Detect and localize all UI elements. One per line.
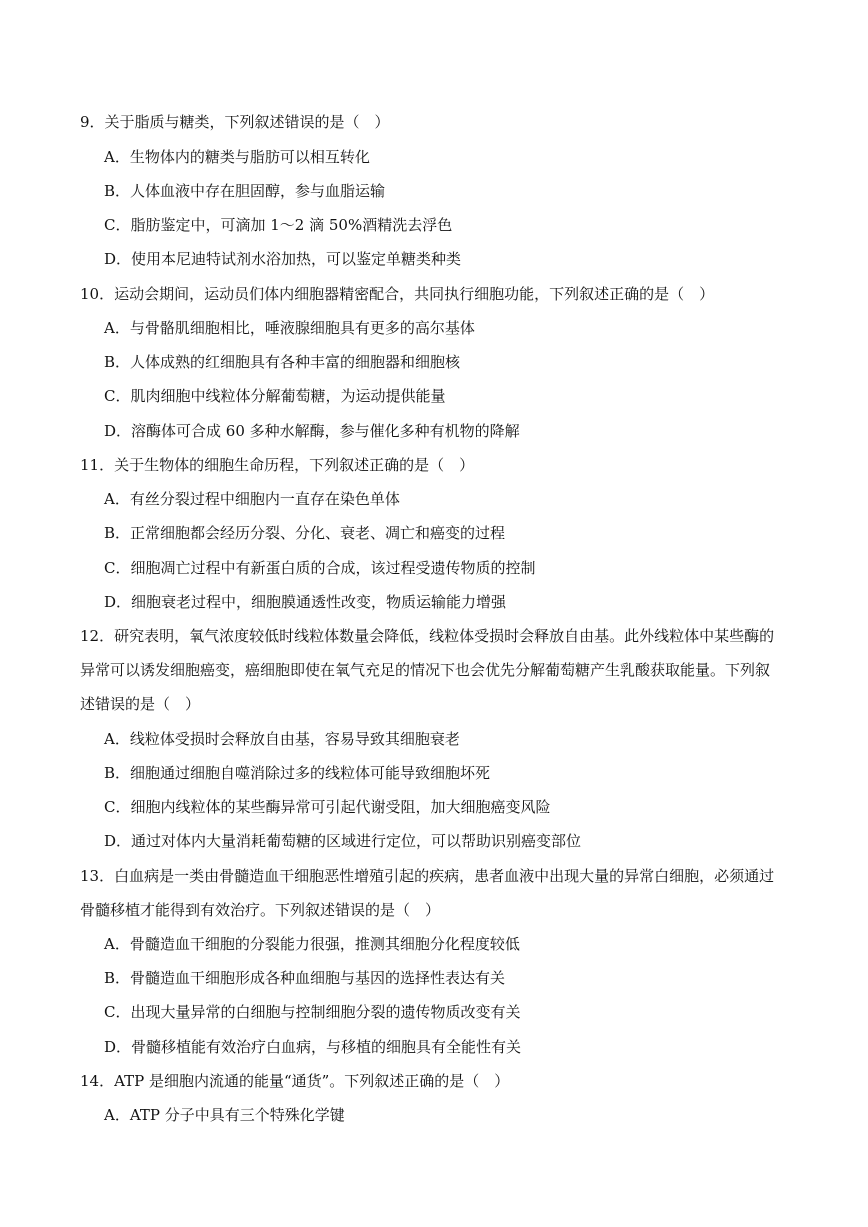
- question-12-option-b: B．细胞通过细胞自噬消除过多的线粒体可能导致细胞坏死: [104, 764, 491, 782]
- question-10-option-b: B．人体成熟的红细胞具有各种丰富的细胞器和细胞核: [104, 353, 461, 371]
- question-13-option-a: A．骨髓造血干细胞的分裂能力很强，推测其细胞分化程度较低: [104, 935, 520, 953]
- question-12-stem-line-2: 异常可以诱发细胞癌变，癌细胞即使在氧气充足的情况下也会优先分解葡萄糖产生乳酸获取能量。下列叙: [80, 661, 771, 679]
- question-9-stem: 9．关于脂质与糖类，下列叙述错误的是（ ）: [80, 113, 390, 131]
- question-11-option-c: C．细胞凋亡过程中有新蛋白质的合成，该过程受遗传物质的控制: [104, 559, 536, 577]
- question-14-option-a: A．ATP 分子中具有三个特殊化学键: [104, 1106, 345, 1124]
- question-12-option-c: C．细胞内线粒体的某些酶异常可引起代谢受阻，加大细胞癌变风险: [104, 798, 551, 816]
- question-13-option-d: D．骨髓移植能有效治疗白血病，与移植的细胞具有全能性有关: [104, 1038, 522, 1056]
- question-10-stem: 10．运动会期间，运动员们体内细胞器精密配合，共同执行细胞功能，下列叙述正确的是（ ）: [80, 285, 715, 303]
- question-11-option-d: D．细胞衰老过程中，细胞膜通透性改变，物质运输能力增强: [104, 593, 507, 611]
- question-14-stem: 14．ATP 是细胞内流通的能量“通货”。下列叙述正确的是（ ）: [80, 1072, 510, 1090]
- question-13-stem-line-2: 骨髓移植才能得到有效治疗。下列叙述错误的是（ ）: [80, 901, 441, 919]
- question-9-option-c: C．脂肪鉴定中，可滴加 1～2 滴 50%酒精洗去浮色: [104, 216, 453, 234]
- question-12-stem-line-1: 12．研究表明，氧气浓度较低时线粒体数量会降低，线粒体受损时会释放自由基。此外线粒体中某些酶的: [80, 627, 775, 645]
- question-10-option-c: C．肌肉细胞中线粒体分解葡萄糖，为运动提供能量: [104, 387, 446, 405]
- question-10-option-d: D．溶酶体可合成 60 多种水解酶，参与催化多种有机物的降解: [104, 422, 520, 440]
- question-9-option-a: A．生物体内的糖类与脂肪可以相互转化: [104, 148, 370, 166]
- question-11-option-a: A．有丝分裂过程中细胞内一直存在染色单体: [104, 490, 400, 508]
- question-13-stem-line-1: 13．白血病是一类由骨髓造血干细胞恶性增殖引起的疾病，患者血液中出现大量的异常白细胞，必须通过: [80, 867, 775, 885]
- question-13-option-b: B．骨髓造血干细胞形成各种血细胞与基因的选择性表达有关: [104, 969, 506, 987]
- question-9-option-b: B．人体血液中存在胆固醇，参与血脂运输: [104, 182, 386, 200]
- question-11-option-b: B．正常细胞都会经历分裂、分化、衰老、凋亡和癌变的过程: [104, 524, 506, 542]
- question-10-option-a: A．与骨骼肌细胞相比，唾液腺细胞具有更多的高尔基体: [104, 319, 475, 337]
- question-12-option-d: D．通过对体内大量消耗葡萄糖的区域进行定位，可以帮助识别癌变部位: [104, 832, 582, 850]
- question-12-option-a: A．线粒体受损时会释放自由基，容易导致其细胞衰老: [104, 730, 460, 748]
- question-9-option-d: D．使用本尼迪特试剂水浴加热，可以鉴定单糖类种类: [104, 250, 462, 268]
- question-13-option-c: C．出现大量异常的白细胞与控制细胞分裂的遗传物质改变有关: [104, 1003, 521, 1021]
- question-11-stem: 11．关于生物体的细胞生命历程，下列叙述正确的是（ ）: [80, 456, 475, 474]
- question-12-stem-line-3: 述错误的是（ ）: [80, 695, 201, 713]
